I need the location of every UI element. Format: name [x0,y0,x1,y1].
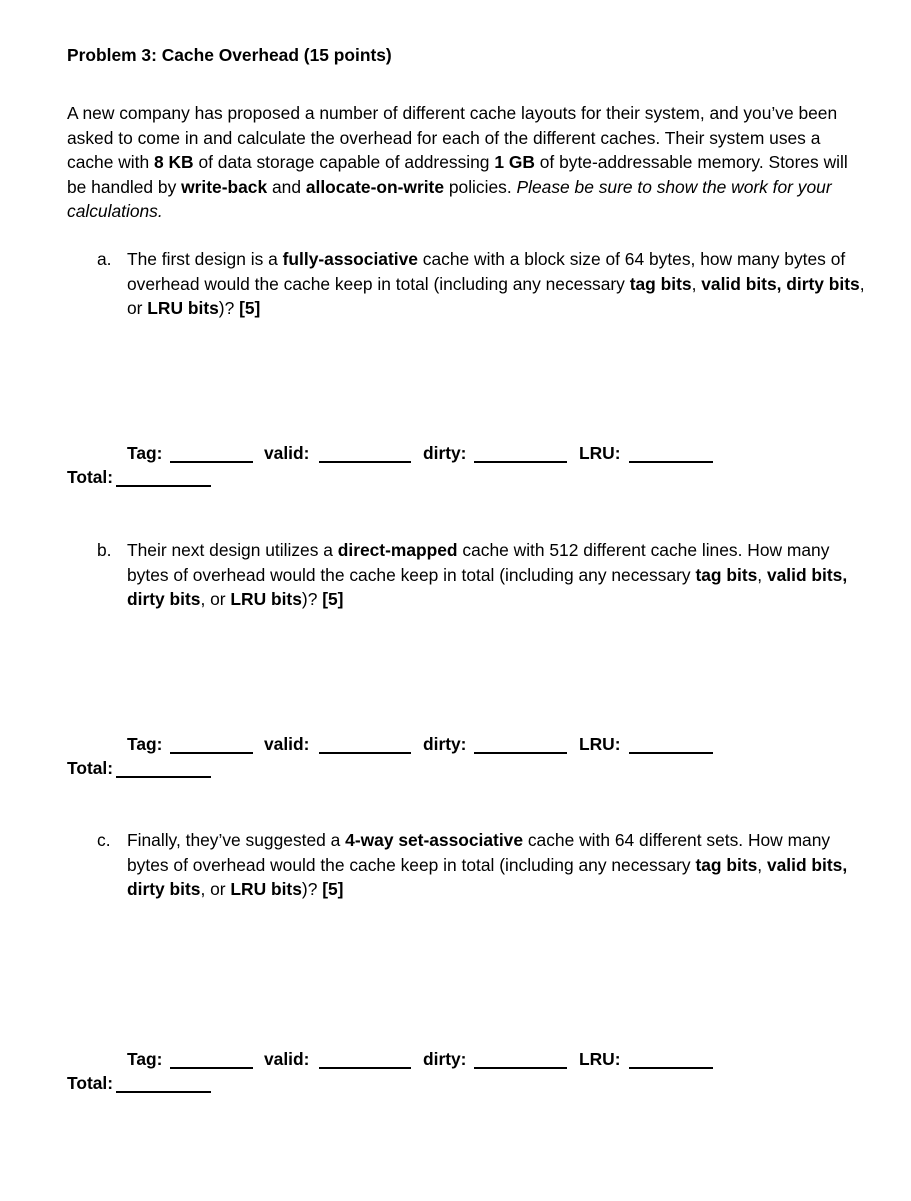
total-row-b [67,756,113,781]
tag-label: Tag: [127,1049,163,1069]
total-row-c [67,1071,113,1096]
total-row-a [67,465,113,490]
total-blank[interactable] [116,1091,211,1093]
tag-label: Tag: [127,443,163,463]
valid-blank[interactable] [319,752,411,754]
dirty-blank[interactable] [474,1067,567,1069]
valid-label: valid: [264,443,310,463]
lru-blank[interactable] [629,1067,713,1069]
problem-title: Problem 3: Cache Overhead (15 points) [67,45,392,65]
lru-blank[interactable] [629,752,713,754]
valid-blank[interactable] [319,461,411,463]
dirty-label: dirty: [423,443,467,463]
part-marker: c. [97,830,111,850]
total-label: Total: [67,758,114,778]
question-part-a [97,247,867,321]
lru-label: LRU: [579,734,621,754]
question-part-b [97,538,867,612]
dirty-label: dirty: [423,734,467,754]
total-blank[interactable] [116,776,211,778]
valid-label: valid: [264,734,310,754]
problem-intro: A new company has proposed a number of different cache layouts for their system, and you’ve been asked to come in and calculate the overhead for each of the different caches. Their system uses a cache with 8 KB of data storage capable of addressing 1 GB of byte-addressable memory. Stores will be handled by write-back and allocate-on-write policies. Please be sure to show the work for your calculations. [67,103,848,221]
total-label: Total: [67,467,114,487]
question-text: Their next design utilizes a direct-mapped cache with 512 different cache lines. How many bytes of overhead would the cache keep in total (including any necessary tag bits, valid bits, dirty bits, or LRU bits)? [5] [127,540,848,609]
total-blank[interactable] [116,485,211,487]
part-marker: b. [97,540,112,560]
dirty-blank[interactable] [474,752,567,754]
question-text: Finally, they’ve suggested a 4-way set-associative cache with 64 different sets. How many bytes of overhead would the cache keep in total (including any necessary tag bits, valid bits, dirty bits, or LRU bits)? [5] [127,830,848,899]
lru-label: LRU: [579,443,621,463]
total-label: Total: [67,1073,114,1093]
lru-blank[interactable] [629,461,713,463]
valid-label: valid: [264,1049,310,1069]
lru-label: LRU: [579,1049,621,1069]
tag-blank[interactable] [170,461,253,463]
question-text: The first design is a fully-associative cache with a block size of 64 bytes, how many bytes of overhead would the cache keep in total (including any necessary tag bits, valid bits, dirty bits, or LRU bits)? [5] [127,249,865,318]
question-part-c [97,828,867,902]
tag-label: Tag: [127,734,163,754]
tag-blank[interactable] [170,1067,253,1069]
tag-blank[interactable] [170,752,253,754]
part-marker: a. [97,249,112,269]
dirty-label: dirty: [423,1049,467,1069]
valid-blank[interactable] [319,1067,411,1069]
dirty-blank[interactable] [474,461,567,463]
